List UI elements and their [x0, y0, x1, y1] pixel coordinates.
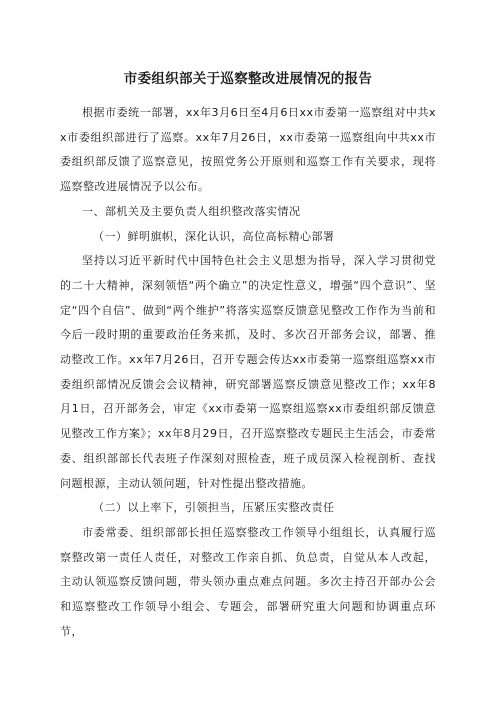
- subsection-heading-1: （一）鲜明旗帜，深化认识，高位高标精心部署: [93, 229, 335, 243]
- subsection-2-body: 市委常委、组织部部长担任巡察整改工作领导小组组长，认真履行巡察整改第一责任人责任，对整改工作亲自抓、负总责，自觉从本人改起，主动认领巡察反馈问题，带头领办重点难点问题。多次主持召开部办公会和巡察整改工作领导小组会、专题会，部署研究重大问题和协调重点环节，: [60, 525, 436, 638]
- subsection-1-body: 坚持以习近平新时代中国特色社会主义思想为指导，深入学习贯彻党的二十大精神，深刻领悟“两个确立”的决定性意义，增强“四个意识”、坚定“四个自信”、做到“两个维护”将落实巡察反馈意见整改工作作为当前和今后一段时期的重要政治任务来抓，及时、多次召开部务会议，部署、推动整改工作。xx年7月26日，召开专题会传达xx市委第一巡察组巡察xx市委组织部情况反馈会会议精神，研究部署巡察反馈意见整改工作；xx年8月1日，召开部务会，审定《xx市委第一巡察组巡察xx市委组织部反馈意见整改工作方案》；xx年8月29日，召开巡察整改专题民主生活会，市委常委、组织部部长代表班子作深刻对照检查，班子成员深入检视剖析、查找问题根源，主动认领问题，针对性提出整改措施。: [60, 254, 437, 490]
- document-title: 市委组织部关于巡察整改进展情况的报告: [123, 71, 373, 87]
- subsection-heading-2: （二）以上率下，引领担当，压紧压实整改责任: [93, 501, 335, 515]
- section-heading-1: 一、部机关及主要负责人组织整改落实情况: [82, 204, 301, 218]
- intro-paragraph: 根据市委统一部署，xx年3月6日至4月6日xx市委第一巡察组对中共xx市委组织部进行了巡察。xx年7月26日，xx市委第一巡察组向中共xx市委组织部反馈了巡察意见，按照党务公开原则和巡察工作有关要求，现将巡察整改进展情况予以公布。: [60, 106, 436, 194]
